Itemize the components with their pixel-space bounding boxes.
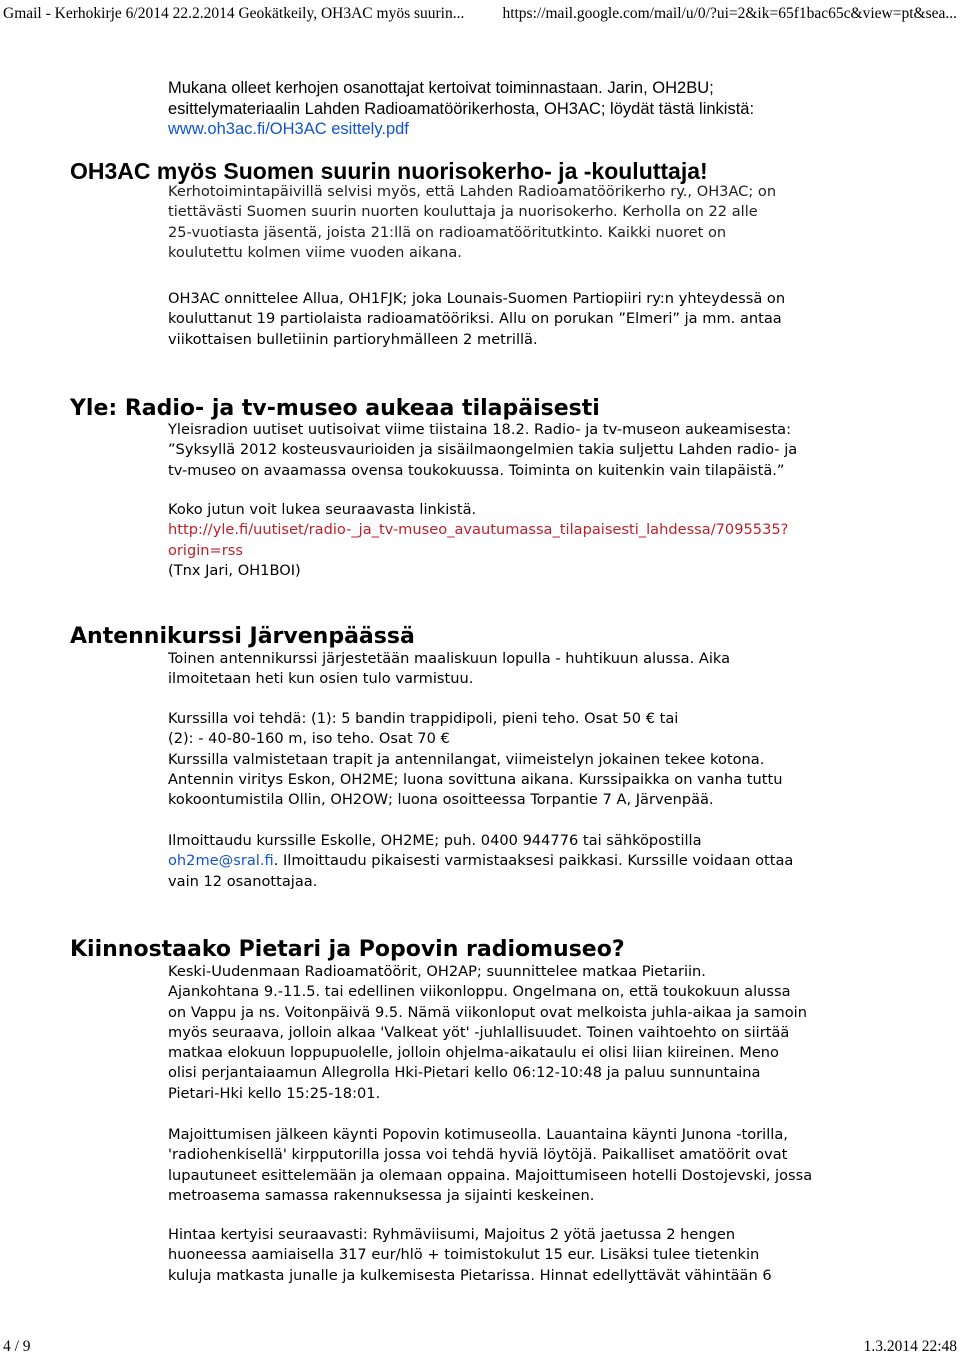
- paragraph-line: olisi perjantaiaamun Allegrolla Hki-Pietari kello 06:12-10:48 ja paluu sunnuntaina: [168, 1064, 761, 1082]
- paragraph-line: Antennin viritys Eskon, OH2ME; luona sovittuna aikana. Kurssipaikka on vanha tuttu: [168, 770, 783, 788]
- paragraph-line: 'radiohenkisellä' kirpputorilla jossa voi tehdä hyviä löytöjä. Paikalliset amatöörit ovat: [168, 1146, 788, 1164]
- paragraph-line: huoneessa aamiaisella 317 eur/hlö + toimistokulut 15 eur. Lisäksi tulee tietenkin: [168, 1246, 760, 1264]
- paragraph-line: Hintaa kertyisi seuraavasti: Ryhmäviisumi, Majoitus 2 yötä jaetussa 2 hengen: [168, 1226, 736, 1243]
- paragraph-line: kokoontumistila Ollin, OH2OW; luona osoitteessa Torpantie 7 A, Järvenpää.: [168, 791, 714, 809]
- section-paragraph: [168, 1225, 772, 1286]
- intro-line: Mukana olleet kerhojen osanottajat kertoivat toiminnastaan. Jarin, OH2BU;: [168, 79, 714, 97]
- paragraph-line: tiettävästi Suomen suurin nuorten kouluttaja ja nuorisokerho. Kerholla on 22 alle: [168, 203, 758, 221]
- section-paragraph: [168, 182, 776, 263]
- paragraph-line: kuluja matkasta junalle ja kulkemisesta Pietarissa. Hinnat edellyttävät vähintään 6: [168, 1266, 772, 1284]
- section-paragraph: [168, 420, 797, 481]
- section-heading: Antennikurssi Järvenpäässä: [70, 624, 415, 649]
- section-paragraph: [168, 500, 788, 581]
- paragraph-line: [168, 851, 793, 871]
- section-heading: Yle: Radio- ja tv-museo aukeaa tilapäisesti: [70, 396, 600, 421]
- paragraph-line: Keski-Uudenmaan Radioamatöörit, OH2AP; suunnittelee matkaa Pietariin.: [168, 963, 706, 980]
- section-paragraph: [168, 649, 730, 690]
- paragraph-line: Yleisradion uutiset uutisoivat viime tiistaina 18.2. Radio- ja tv-museon aukeamisesta:: [168, 421, 792, 438]
- paragraph-line: Ajankohtana 9.-11.5. tai edellinen viikonloppu. Ongelmana on, että toukokuun alussa: [168, 983, 791, 1001]
- print-header-url: https://mail.google.com/mail/u/0/?ui=2&ik=65f1bac65c&view=pt&sea...: [502, 5, 957, 22]
- paragraph-line: vain 12 osanottajaa.: [168, 872, 318, 890]
- paragraph-line: Koko jutun voit lukea seuraavasta linkistä.: [168, 501, 477, 518]
- paragraph-line: OH3AC onnittelee Allua, OH1FJK; joka Lounais-Suomen Partiopiiri ry:n yhteydessä on: [168, 290, 786, 307]
- section-heading: Kiinnostaako Pietari ja Popovin radiomuseo?: [70, 937, 625, 962]
- print-footer: [3, 1337, 957, 1357]
- paragraph-line: metroasema samassa rakennuksessa ja sijainti keskeinen.: [168, 1186, 595, 1204]
- paragraph-line: Majoittumisen jälkeen käynti Popovin kotimuseolla. Lauantaina käynti Junona -torilla,: [168, 1126, 788, 1143]
- print-header-title: Gmail - Kerhokirje 6/2014 22.2.2014 Geokätkeily, OH3AC myös suurin...: [3, 5, 465, 22]
- paragraph-line: myös seuraava, jolloin alkaa 'Valkeat yöt' -juhlallisuudet. Toinen vaihtoehto on siirtää: [168, 1023, 790, 1041]
- section-paragraph: [168, 289, 785, 350]
- paragraph-line: lupautuneet esittelemään ja olemaan oppaina. Majoittumiseen hotelli Dostojevski, jossa: [168, 1166, 813, 1184]
- paragraph-line: Kurssilla voi tehdä: (1): 5 bandin trappidipoli, pieni teho. Osat 50 € tai: [168, 710, 679, 727]
- paragraph-line: 25-vuotiasta jäsentä, joista 21:llä on radioamatööritutkinto. Kaikki nuoret on: [168, 223, 727, 241]
- print-header: [3, 4, 957, 24]
- section-paragraph: [168, 709, 782, 810]
- paragraph-line: (2): - 40-80-160 m, iso teho. Osat 70 €: [168, 730, 450, 748]
- article-link-continued[interactable]: origin=rss: [168, 541, 243, 559]
- thanks-note: (Tnx Jari, OH1BOI): [168, 561, 301, 579]
- page-number: 4 / 9: [3, 1338, 31, 1355]
- paragraph-line: tv-museo on avaamassa ovensa toukokuussa. Toiminta on kuitenkin vain tilapäistä.”: [168, 461, 785, 479]
- paragraph-line: on Vappu ja ns. Voitonpäivä 9.5. Nämä viikonloput ovat melkoista juhla-aikaa ja samoin: [168, 1003, 807, 1021]
- section-heading: OH3AC myös Suomen suurin nuorisokerho- ja -kouluttaja!: [70, 158, 708, 184]
- article-link[interactable]: http://yle.fi/uutiset/radio-_ja_tv-museo_avautumassa_tilapaisesti_lahdessa/7095535?: [168, 521, 789, 539]
- paragraph-line: matkaa elokuun loppupuolelle, jolloin ohjelma-aikataulu ei olisi liian kiireinen. Meno: [168, 1044, 779, 1062]
- paragraph-line: kouluttanut 19 partiolaista radioamatööriksi. Allu on porukan ”Elmeri” ja mm. antaa: [168, 310, 782, 328]
- paragraph-line: viikottaisen bulletiinin partioryhmälleen 2 metrillä.: [168, 330, 538, 348]
- paragraph-line: Kurssilla valmistetaan trapit ja antennilangat, viimeistelyn jokainen tekee kotona.: [168, 750, 765, 768]
- paragraph-line: Ilmoittaudu kurssille Eskolle, OH2ME; puh. 0400 944776 tai sähköpostilla: [168, 832, 702, 849]
- print-datetime: 1.3.2014 22:48: [863, 1338, 957, 1355]
- intro-line: esittelymateriaalin Lahden Radioamatöörikerhosta, OH3AC; löydät tästä linkistä:: [168, 99, 755, 118]
- paragraph-line: koulutettu kolmen viime vuoden aikana.: [168, 243, 462, 261]
- paragraph-line: ilmoitetaan heti kun osien tulo varmistuu.: [168, 670, 474, 688]
- paragraph-line: Kerhotoimintapäivillä selvisi myös, että Lahden Radioamatöörikerho ry., OH3AC; on: [168, 183, 777, 200]
- section-paragraph: [168, 1125, 812, 1206]
- intro-paragraph: [168, 78, 754, 140]
- email-link[interactable]: oh2me@sral.fi: [168, 852, 274, 870]
- intro-link[interactable]: www.oh3ac.fi/OH3AC esittely.pdf: [168, 120, 409, 138]
- paragraph-line-rest: . Ilmoittaudu pikaisesti varmistaaksesi paikkasi. Kurssille voidaan ottaa: [273, 852, 794, 870]
- section-paragraph: [168, 962, 807, 1104]
- paragraph-line: Pietari-Hki kello 15:25-18:01.: [168, 1084, 381, 1102]
- paragraph-line: ”Syksyllä 2012 kosteusvaurioiden ja sisäilmaongelmien takia suljettu Lahden radio- ja: [168, 441, 798, 459]
- paragraph-line: Toinen antennikurssi järjestetään maaliskuun lopulla - huhtikuun alussa. Aika: [168, 650, 731, 667]
- section-paragraph: [168, 831, 793, 892]
